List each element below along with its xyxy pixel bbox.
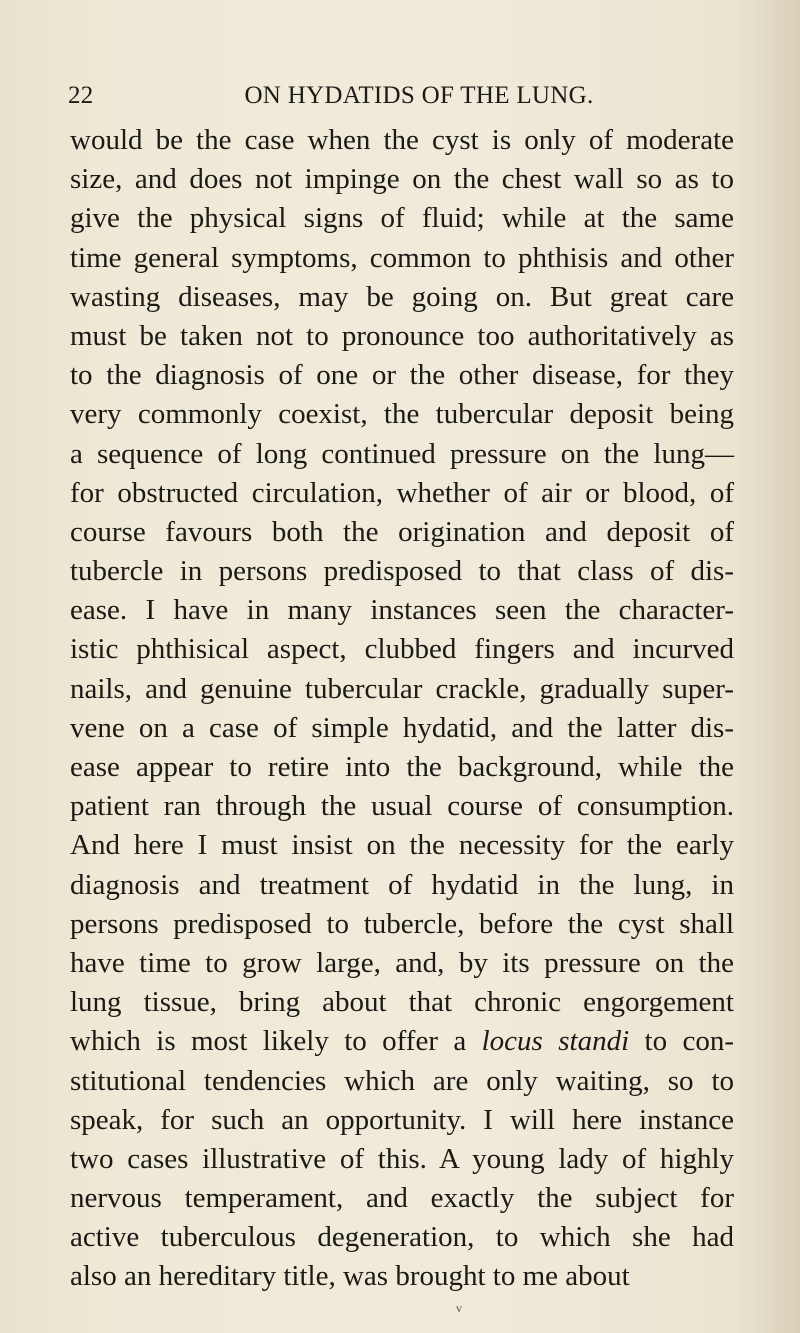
running-title: ON HYDATIDS OF THE LUNG. xyxy=(244,82,594,109)
text-line xyxy=(70,239,734,278)
text-line xyxy=(70,356,734,395)
text-line xyxy=(70,1179,734,1218)
text-segment: ease appear to retire into the background, while the xyxy=(70,751,734,783)
text-segment: must be taken not to pronounce too authoritatively as xyxy=(70,319,734,352)
italic-phrase: locus standi xyxy=(481,1025,630,1058)
text-line xyxy=(70,1218,734,1257)
text-line xyxy=(70,630,734,669)
text-segment: And here I must insist on the necessity for the early xyxy=(70,829,734,862)
text-segment: also an hereditary title, was brought to me about xyxy=(70,1260,630,1293)
text-line xyxy=(70,474,734,513)
text-segment: speak, for such an opportunity. I will here instance xyxy=(70,1103,734,1136)
text-line xyxy=(70,866,734,905)
text-segment: active tuberculous degeneration, to which she had xyxy=(70,1221,734,1254)
text-line xyxy=(70,787,734,826)
text-segment: diagnosis and treatment of hydatid in the lung, in xyxy=(70,868,734,901)
text-segment: give the physical signs of fluid; while at the same xyxy=(70,202,734,235)
text-line xyxy=(70,905,734,944)
body-text xyxy=(70,121,734,1297)
text-segment: persons predisposed to tubercle, before the cyst shall xyxy=(70,907,734,940)
text-line xyxy=(70,278,734,317)
text-segment: stitutional tendencies which are only waiting, so to xyxy=(70,1064,734,1097)
text-segment: wasting diseases, may be going on. But great care xyxy=(70,280,734,313)
text-segment: patient ran through the usual course of consumption. xyxy=(70,790,734,823)
text-line xyxy=(70,121,734,160)
signature-mark: v xyxy=(456,1301,462,1315)
text-segment: tubercle in persons predisposed to that class of dis- xyxy=(70,555,734,588)
text-line xyxy=(70,826,734,865)
text-line xyxy=(70,160,734,199)
text-line xyxy=(70,983,734,1022)
text-line xyxy=(70,670,734,709)
text-segment: ease. I have in many instances seen the character- xyxy=(70,594,734,627)
text-segment: a sequence of long continued pressure on the lung— xyxy=(70,437,734,470)
text-segment: to con- xyxy=(629,1025,735,1058)
text-line xyxy=(70,748,734,787)
text-segment: for obstructed circulation, whether of air or blood, of xyxy=(70,476,734,509)
text-line xyxy=(70,435,734,474)
text-segment: nails, and genuine tubercular crackle, gradually super- xyxy=(70,672,734,705)
text-segment: lung tissue, bring about that chronic engorgement xyxy=(70,986,734,1019)
text-segment: two cases illustrative of this. A young lady of highly xyxy=(70,1142,734,1175)
text-line xyxy=(70,1257,734,1296)
text-line xyxy=(70,1022,734,1061)
page-number: 22 xyxy=(68,82,94,109)
text-line xyxy=(70,317,734,356)
text-line xyxy=(70,1101,734,1140)
text-segment: to the diagnosis of one or the other disease, for they xyxy=(70,359,734,392)
text-segment: very commonly coexist, the tubercular deposit being xyxy=(70,398,734,431)
text-segment: have time to grow large, and, by its pressure on the xyxy=(70,946,734,979)
text-line xyxy=(70,709,734,748)
text-line xyxy=(70,513,734,552)
text-line xyxy=(70,552,734,591)
page-header xyxy=(68,82,730,118)
text-line xyxy=(70,591,734,630)
text-segment: nervous temperament, and exactly the subject for xyxy=(70,1182,734,1215)
text-line xyxy=(70,395,734,434)
text-segment: would be the case when the cyst is only of moderate xyxy=(70,124,734,156)
text-segment: time general symptoms, common to phthisis and other xyxy=(70,241,734,274)
text-line xyxy=(70,1062,734,1101)
text-line xyxy=(70,944,734,983)
text-segment: vene on a case of simple hydatid, and the latter dis- xyxy=(70,711,734,744)
text-segment: istic phthisical aspect, clubbed fingers and incurved xyxy=(70,633,734,666)
text-segment: which is most likely to offer a xyxy=(70,1025,482,1058)
text-segment: course favours both the origination and deposit of xyxy=(70,515,734,548)
text-segment: size, and does not impinge on the chest wall so as to xyxy=(70,163,734,196)
text-line xyxy=(70,199,734,238)
text-line xyxy=(70,1140,734,1179)
